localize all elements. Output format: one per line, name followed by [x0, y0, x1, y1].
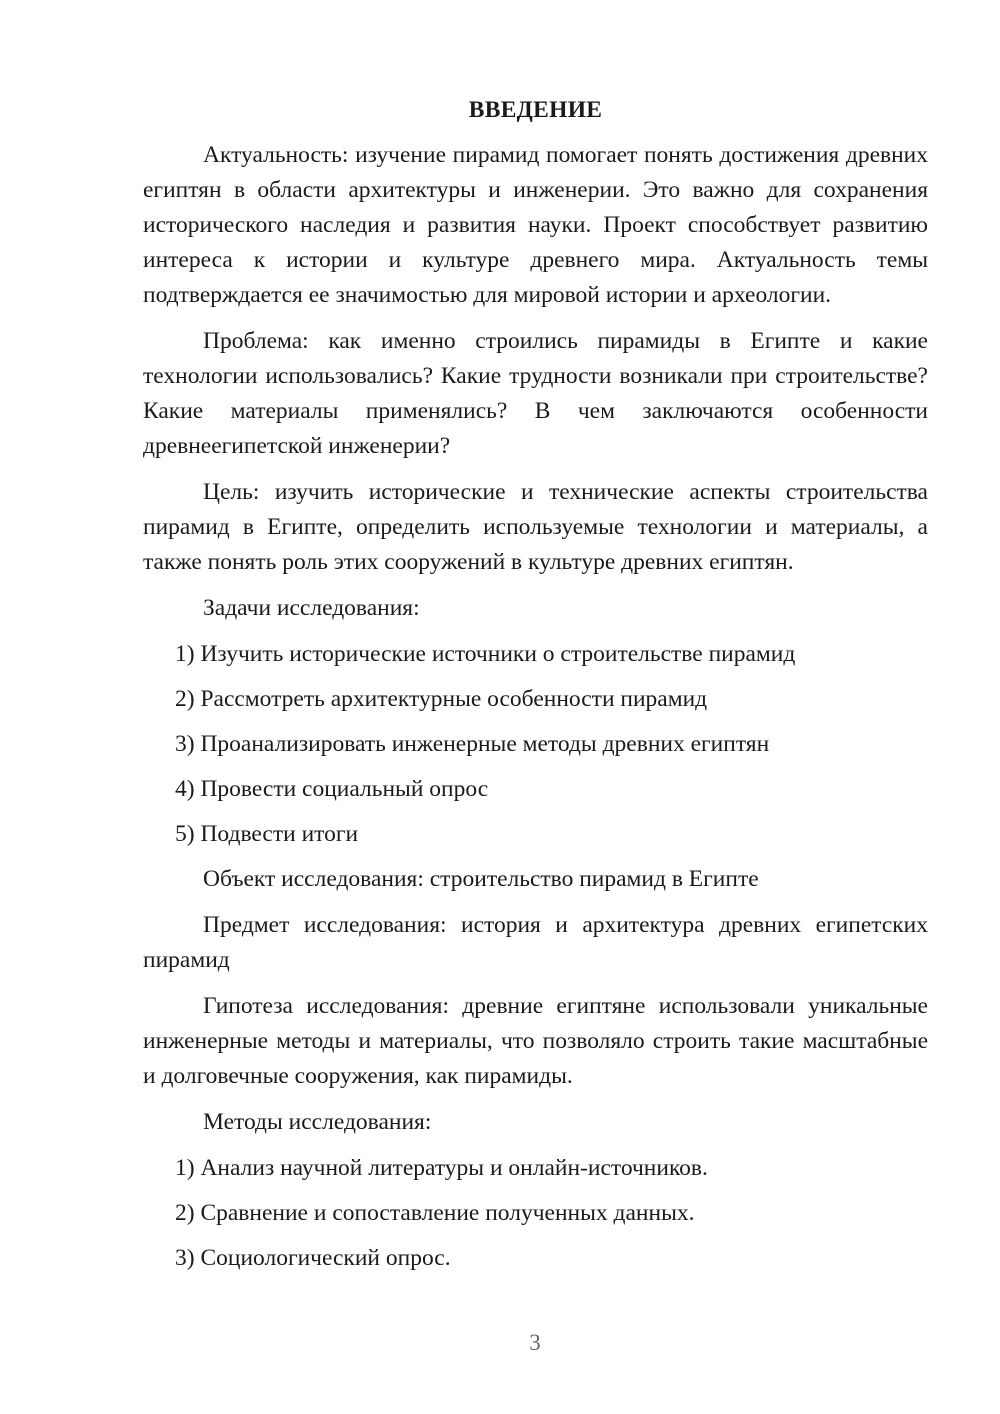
goal-paragraph: Цель: изучить исторические и технические аспекты строительства пирамид в Египте, определить используемые технологии и материалы, а также понять роль этих сооружений в культуре древних египтян. — [143, 479, 928, 575]
task-item: 1) Изучить исторические источники о строительстве пирамид — [175, 641, 796, 667]
task-item: 5) Подвести итоги — [175, 821, 359, 847]
method-item: 1) Анализ научной литературы и онлайн-источников. — [175, 1155, 708, 1181]
method-item: 2) Сравнение и сопоставление полученных данных. — [175, 1200, 695, 1226]
relevance-paragraph: Актуальность: изучение пирамид помогает понять достижения древних египтян в области архитектуры и инженерии. Это важно для сохранения исторического наследия и развития науки. Проект способствует развитию интереса к истории и культуре древнего мира. Актуальность темы подтверждается ее значимостью для мировой истории и археологии. — [143, 142, 928, 308]
task-item: 2) Рассмотреть архитектурные особенности пирамид — [175, 686, 708, 712]
section-heading: ВВЕДЕНИЕ — [468, 97, 603, 123]
page-content — [143, 93, 928, 1286]
tasks-label: Задачи исследования: — [203, 595, 420, 621]
task-item: 4) Провести социальный опрос — [175, 776, 489, 802]
subject-paragraph: Предмет исследования: история и архитектура древних египетских пирамид — [143, 912, 928, 973]
hypothesis-paragraph: Гипотеза исследования: древние египтяне использовали уникальные инженерные методы и материалы, что позволяло строить такие масштабные и долговечные сооружения, как пирамиды. — [143, 993, 928, 1089]
task-item: 3) Проанализировать инженерные методы древних египтян — [175, 731, 770, 757]
page-number: 3 — [529, 1330, 541, 1355]
methods-label: Методы исследования: — [203, 1109, 432, 1135]
problem-paragraph: Проблема: как именно строились пирамиды в Египте и какие технологии использовались? Какие трудности возникали при строительстве? Какие материалы применялись? В чем заключаются особенности древнеегипетской инженерии? — [143, 328, 928, 459]
object-paragraph: Объект исследования: строительство пирамид в Египте — [203, 866, 759, 892]
method-item: 3) Социологический опрос. — [175, 1245, 451, 1271]
